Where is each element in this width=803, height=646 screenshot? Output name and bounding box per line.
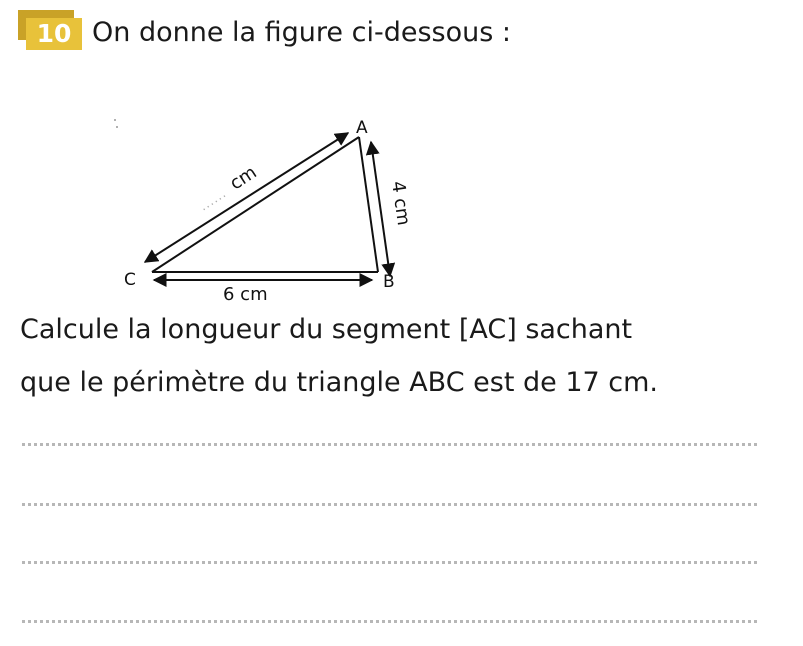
answer-line[interactable] xyxy=(22,620,757,623)
dimension-arrow-ac xyxy=(145,133,348,262)
scan-speck xyxy=(116,126,118,128)
exercise-number: 10 xyxy=(26,18,82,50)
question-line-1: Calcule la longueur du segment [AC] sachant xyxy=(20,314,633,345)
answer-line[interactable] xyxy=(22,503,757,506)
vertex-label-c: C xyxy=(124,270,136,290)
question-text xyxy=(20,303,658,409)
label-ac-unit: cm xyxy=(226,161,261,195)
side-ab xyxy=(359,137,378,272)
label-ac-blank: ...... xyxy=(197,186,229,214)
dimension-arrow-ab xyxy=(371,142,390,276)
label-ab-length: 4 cm xyxy=(387,179,415,227)
exercise-intro: On donne la figure ci-dessous : xyxy=(92,17,511,48)
triangle-figure xyxy=(0,100,440,310)
exercise-number-badge xyxy=(18,10,84,50)
side-ca xyxy=(152,137,359,272)
scan-speck xyxy=(114,119,116,121)
vertex-label-b: B xyxy=(383,272,395,292)
label-bc-length: 6 cm xyxy=(223,284,268,305)
vertex-label-a: A xyxy=(356,118,368,138)
question-line-2: que le périmètre du triangle ABC est de 17 cm. xyxy=(20,367,659,398)
answer-line[interactable] xyxy=(22,561,757,564)
answer-line[interactable] xyxy=(22,443,757,446)
